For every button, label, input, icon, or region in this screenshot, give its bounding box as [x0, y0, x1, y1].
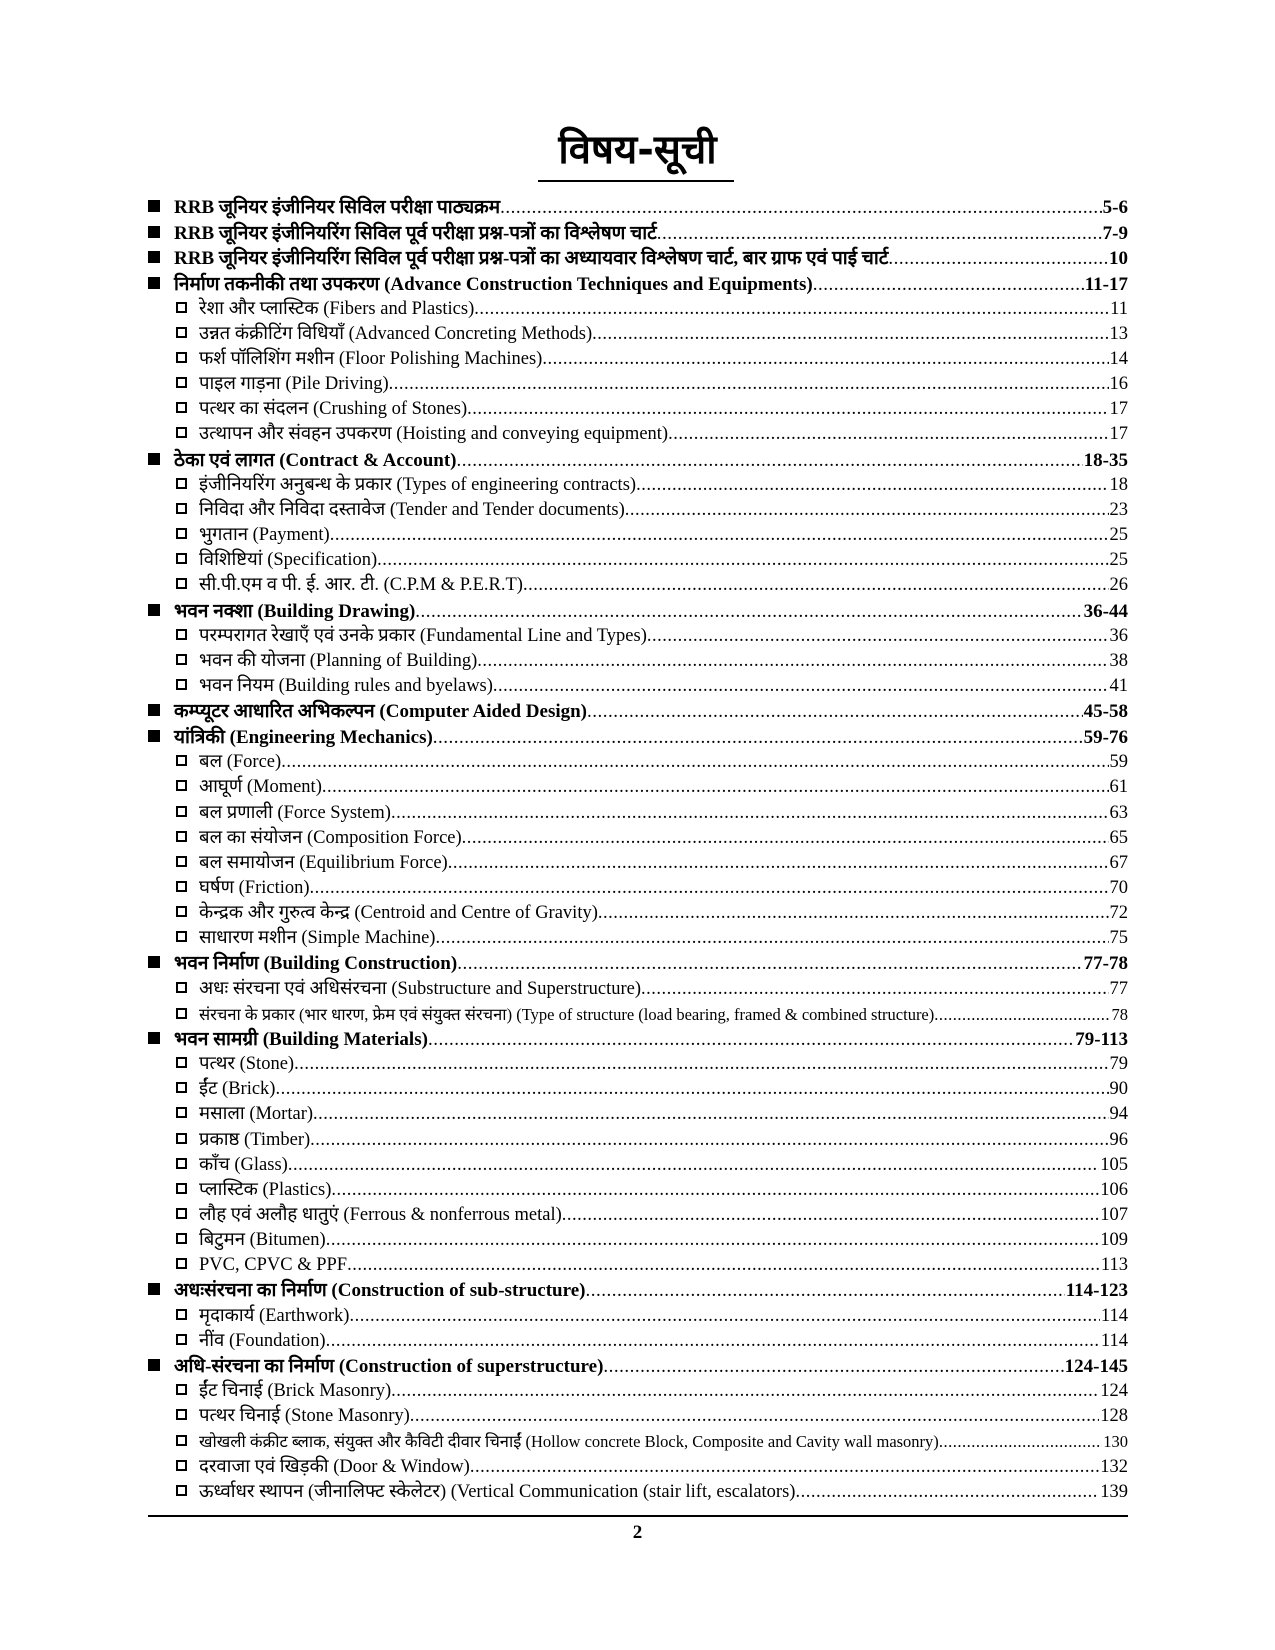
toc-entry-title: पाइल गाड़ना (Pile Driving): [199, 374, 389, 395]
filled-square-bullet-icon: [148, 277, 160, 289]
toc-entry-title: नींव (Foundation): [199, 1330, 326, 1351]
dot-leader: [448, 851, 1109, 876]
hollow-square-bullet-icon: [176, 478, 187, 489]
toc-subsection: [148, 1455, 1128, 1480]
toc-subsection: [148, 624, 1128, 649]
toc-entry-title: मसाला (Mortar): [199, 1104, 314, 1125]
toc-entry-page: 18-35: [1083, 449, 1128, 471]
dot-leader: [647, 624, 1109, 649]
filled-square-bullet-icon: [148, 200, 160, 212]
dot-leader: [310, 1128, 1108, 1153]
dot-leader: [428, 1027, 1074, 1053]
toc-entry-page: 139: [1100, 1481, 1128, 1502]
toc-entry-page: 78: [1111, 1004, 1128, 1024]
toc-subsection: [148, 851, 1128, 876]
toc-entry-page: 18: [1109, 475, 1128, 496]
hollow-square-bullet-icon: [176, 578, 187, 589]
dot-leader: [331, 1178, 1099, 1203]
dot-leader: [330, 523, 1109, 548]
toc-section: [148, 246, 1128, 272]
filled-square-bullet-icon: [148, 604, 160, 616]
toc-entry-page: 36-44: [1083, 600, 1128, 622]
hollow-square-bullet-icon: [176, 1233, 187, 1244]
toc-subsection: [148, 826, 1128, 851]
dot-leader: [641, 977, 1108, 1002]
toc-entry-page: 5-6: [1102, 197, 1128, 218]
toc-entry-title: कम्प्यूटर आधारित अभिकल्पन (Computer Aided Design): [174, 701, 588, 723]
dot-leader: [585, 1278, 1064, 1304]
toc-entry-page: 38: [1109, 651, 1128, 672]
toc-subsection: [148, 901, 1128, 926]
filled-square-bullet-icon: [148, 1359, 160, 1371]
toc-entry-page: 106: [1100, 1179, 1128, 1200]
hollow-square-bullet-icon: [176, 1057, 187, 1068]
hollow-square-bullet-icon: [176, 679, 187, 690]
hollow-square-bullet-icon: [176, 1435, 187, 1446]
toc-entry-title: सी.पी.एम व पी. ई. आर. टी. (C.P.M & P.E.R.T): [199, 575, 523, 596]
toc-entry-page: 72: [1109, 902, 1128, 923]
toc-entry-page: 132: [1100, 1456, 1128, 1477]
toc-subsection: [148, 548, 1128, 573]
dot-leader: [462, 826, 1109, 851]
toc-entry-page: 25: [1109, 550, 1128, 571]
toc-entry-title: अधःसंरचना का निर्माण (Construction of sub-structure): [174, 1280, 586, 1302]
toc-subsection: [148, 876, 1128, 901]
toc-subsection: [148, 397, 1128, 422]
hollow-square-bullet-icon: [176, 553, 187, 564]
toc-entry-page: 41: [1109, 676, 1128, 697]
toc-entry-page: 36: [1109, 626, 1128, 647]
toc-entry-title: भुगतान (Payment): [199, 525, 330, 546]
toc-entry-title: भवन नियम (Building rules and byelaws): [199, 676, 493, 697]
toc-entry-page: 114: [1100, 1305, 1128, 1326]
toc-subsection: [148, 347, 1128, 372]
toc-entry-page: 26: [1109, 575, 1128, 596]
toc-entry-title: ईंट चिनाई (Brick Masonry): [199, 1381, 392, 1402]
toc-section: [148, 1354, 1128, 1380]
dot-leader: [562, 1203, 1099, 1228]
toc-entry-title: बल प्रणाली (Force System): [199, 802, 391, 823]
hollow-square-bullet-icon: [176, 982, 187, 993]
toc-entry-page: 7-9: [1102, 222, 1128, 244]
dot-leader: [470, 1455, 1099, 1480]
toc-entry-title: ठेका एवं लागत (Contract & Account): [174, 449, 457, 471]
toc-entry-title: उन्नत कंक्रीटिंग विधियाँ (Advanced Concreting Methods): [199, 324, 593, 345]
dot-leader: [934, 1002, 1110, 1027]
hollow-square-bullet-icon: [176, 1082, 187, 1093]
toc-section: [148, 951, 1128, 977]
toc-section: [148, 448, 1128, 474]
dot-leader: [415, 599, 1082, 625]
dot-leader: [467, 397, 1108, 422]
toc-entry-page: 113: [1100, 1255, 1128, 1275]
toc-entry-page: 90: [1109, 1079, 1128, 1100]
toc-entry-title: दरवाजा एवं खिड़की (Door & Window): [199, 1456, 470, 1477]
hollow-square-bullet-icon: [176, 377, 187, 388]
hollow-square-bullet-icon: [176, 1107, 187, 1118]
toc-entry-page: 63: [1109, 802, 1128, 823]
dot-leader: [523, 573, 1109, 598]
toc-entry-page: 77: [1109, 978, 1128, 999]
dot-leader: [391, 801, 1109, 826]
toc-subsection: [148, 1077, 1128, 1102]
dot-leader: [888, 246, 1108, 272]
dot-leader: [603, 1354, 1063, 1380]
toc-entry-page: 13: [1109, 324, 1128, 345]
toc-entry-page: 96: [1109, 1129, 1128, 1150]
toc-entry-title: ऊर्ध्वाधर स्थापन (जीनालिफ्ट स्केलेटर) (Vertical Communication (stair lift, escalators): [199, 1481, 796, 1502]
dot-leader: [592, 322, 1108, 347]
toc-subsection: [148, 1002, 1128, 1027]
dot-leader: [477, 649, 1108, 674]
toc-entry-page: 130: [1103, 1432, 1128, 1452]
toc-entry-page: 79-113: [1075, 1028, 1128, 1050]
dot-leader: [313, 1102, 1108, 1127]
toc-entry-page: 128: [1100, 1406, 1128, 1427]
toc-entry-page: 109: [1100, 1229, 1128, 1250]
toc-subsection: [148, 1379, 1128, 1404]
toc-subsection: [148, 523, 1128, 548]
page-title: विषय-सूची: [558, 127, 717, 173]
dot-leader: [281, 750, 1108, 775]
hollow-square-bullet-icon: [176, 1460, 187, 1471]
toc-entry-title: साधारण मशीन (Simple Machine): [199, 927, 436, 948]
toc-entry-title: उत्थापन और संवहन उपकरण (Hoisting and conveying equipment): [199, 424, 669, 445]
toc-entry-title: विशिष्टियां (Specification): [199, 550, 378, 571]
toc-entry-title: लौह एवं अलौह धातुएं (Ferrous & nonferrous metal): [199, 1204, 562, 1225]
dot-leader: [391, 1379, 1099, 1404]
dot-leader: [636, 473, 1108, 498]
toc-subsection: [148, 498, 1128, 523]
toc-subsection: [148, 1329, 1128, 1354]
filled-square-bullet-icon: [148, 453, 160, 465]
toc-entry-page: 65: [1109, 827, 1128, 848]
toc-entry-title: PVC, CPVC & PPF: [199, 1255, 348, 1275]
dot-leader: [587, 699, 1083, 725]
toc-entry-page: 107: [1100, 1204, 1128, 1225]
hollow-square-bullet-icon: [176, 806, 187, 817]
hollow-square-bullet-icon: [176, 1485, 187, 1496]
toc-entry-title: घर्षण (Friction): [199, 877, 310, 898]
toc-entry-page: 114-123: [1065, 1280, 1128, 1302]
toc-entry-title: निर्माण तकनीकी तथा उपकरण (Advance Construction Techniques and Equipments): [174, 273, 813, 295]
toc-subsection: [148, 322, 1128, 347]
hollow-square-bullet-icon: [176, 931, 187, 942]
toc-entry-title: काँच (Glass): [199, 1154, 288, 1175]
hollow-square-bullet-icon: [176, 831, 187, 842]
toc-subsection: [148, 1404, 1128, 1429]
toc-entry-title: अधः संरचना एवं अधिसंरचना (Substructure and Superstructure): [199, 978, 642, 999]
hollow-square-bullet-icon: [176, 1258, 187, 1269]
dot-leader: [625, 498, 1109, 523]
toc-entry-page: 105: [1100, 1154, 1128, 1175]
toc-subsection: [148, 372, 1128, 397]
toc-subsection: [148, 1128, 1128, 1153]
dot-leader: [275, 1077, 1108, 1102]
toc-entry-page: 16: [1109, 374, 1128, 395]
dot-leader: [668, 422, 1108, 447]
table-of-contents: [148, 195, 1128, 1505]
toc-entry-page: 70: [1109, 877, 1128, 898]
toc-subsection: [148, 1052, 1128, 1077]
toc-entry-page: 11-17: [1084, 273, 1128, 295]
hollow-square-bullet-icon: [176, 427, 187, 438]
toc-entry-page: 61: [1109, 777, 1128, 798]
toc-entry-page: 23: [1109, 500, 1128, 521]
toc-entry-page: 94: [1109, 1104, 1128, 1125]
hollow-square-bullet-icon: [176, 780, 187, 791]
filled-square-bullet-icon: [148, 956, 160, 968]
title-underline: [538, 180, 734, 182]
toc-subsection: [148, 1429, 1128, 1454]
toc-entry-title: निविदा और निविदा दस्तावेज (Tender and Tender documents): [199, 500, 625, 521]
toc-entry-title: खोखली कंक्रीट ब्लाक, संयुक्त और कैविटी दीवार चिनाईं (Hollow concrete Block, Composite and Cavity wall masonry): [199, 1432, 939, 1452]
toc-entry-page: 77-78: [1083, 953, 1128, 975]
hollow-square-bullet-icon: [176, 629, 187, 640]
filled-square-bullet-icon: [148, 730, 160, 742]
toc-section: [148, 699, 1128, 725]
toc-entry-title: बल का संयोजन (Composition Force): [199, 827, 462, 848]
toc-section: [148, 195, 1128, 221]
toc-subsection: [148, 1228, 1128, 1253]
toc-entry-title: फर्श पॉलिशिंग मशीन (Floor Polishing Machines): [199, 349, 543, 370]
hollow-square-bullet-icon: [176, 755, 187, 766]
toc-subsection: [148, 750, 1128, 775]
dot-leader: [939, 1429, 1102, 1454]
dot-leader: [657, 221, 1102, 247]
dot-leader: [322, 775, 1109, 800]
toc-entry-title: पत्थर चिनाई (Stone Masonry): [199, 1406, 410, 1427]
dot-leader: [349, 1304, 1099, 1329]
hollow-square-bullet-icon: [176, 1384, 187, 1395]
toc-entry-page: 124-145: [1064, 1355, 1128, 1377]
dot-leader: [813, 272, 1084, 298]
dot-leader: [474, 297, 1109, 322]
dot-leader: [542, 347, 1108, 372]
toc-section: [148, 1278, 1128, 1304]
hollow-square-bullet-icon: [176, 1008, 187, 1019]
toc-entry-title: RRB जूनियर इंजीनियर सिविल परीक्षा पाठ्यक्रम: [174, 197, 501, 218]
toc-subsection: [148, 775, 1128, 800]
toc-section: [148, 272, 1128, 298]
toc-entry-page: 17: [1109, 399, 1128, 420]
dot-leader: [310, 876, 1109, 901]
toc-entry-title: इंजीनियरिंग अनुबन्ध के प्रकार (Types of engineering contracts): [199, 475, 637, 496]
dot-leader: [435, 926, 1108, 951]
dot-leader: [347, 1253, 1100, 1278]
toc-entry-title: आघूर्ण (Moment): [199, 777, 322, 798]
toc-entry-title: ईंट (Brick): [199, 1079, 276, 1100]
dot-leader: [795, 1480, 1099, 1505]
dot-leader: [500, 195, 1102, 221]
filled-square-bullet-icon: [148, 1032, 160, 1044]
toc-subsection: [148, 573, 1128, 598]
hollow-square-bullet-icon: [176, 1334, 187, 1345]
toc-entry-title: प्रकाष्ठ (Timber): [199, 1129, 311, 1150]
dot-leader: [493, 674, 1109, 699]
hollow-square-bullet-icon: [176, 528, 187, 539]
filled-square-bullet-icon: [148, 1283, 160, 1295]
toc-entry-page: 59-76: [1083, 726, 1128, 748]
toc-entry-page: 79: [1109, 1054, 1128, 1075]
toc-entry-page: 17: [1109, 424, 1128, 445]
toc-section: [148, 221, 1128, 247]
toc-entry-title: संरचना के प्रकार (भार धारण, फ्रेम एवं संयुक्त संरचना) (Type of structure (load bearing, framed & combined structure): [199, 1004, 935, 1024]
toc-subsection: [148, 1304, 1128, 1329]
dot-leader: [326, 1228, 1100, 1253]
toc-subsection: [148, 1178, 1128, 1203]
toc-entry-title: बल (Force): [199, 752, 282, 773]
hollow-square-bullet-icon: [176, 856, 187, 867]
toc-subsection: [148, 1253, 1128, 1278]
dot-leader: [433, 725, 1083, 751]
dot-leader: [288, 1153, 1099, 1178]
dot-leader: [377, 548, 1108, 573]
dot-leader: [598, 901, 1109, 926]
hollow-square-bullet-icon: [176, 503, 187, 514]
toc-entry-title: पत्थर (Stone): [199, 1054, 295, 1075]
hollow-square-bullet-icon: [176, 1158, 187, 1169]
hollow-square-bullet-icon: [176, 1309, 187, 1320]
dot-leader: [294, 1052, 1108, 1077]
toc-entry-title: RRB जूनियर इंजीनियरिंग सिविल पूर्व परीक्षा प्रश्न-पत्रों का अध्यायवार विश्लेषण चार्ट, बार ग्राफ एवं पाई चार्ट: [174, 248, 889, 269]
toc-subsection: [148, 1102, 1128, 1127]
toc-entry-title: केन्द्रक और गुरुत्व केन्द्र (Centroid and Centre of Gravity): [199, 902, 598, 923]
dot-leader: [457, 951, 1082, 977]
toc-entry-title: भवन सामग्री (Building Materials): [174, 1028, 428, 1050]
toc-section: [148, 599, 1128, 625]
toc-entry-page: 25: [1109, 525, 1128, 546]
hollow-square-bullet-icon: [176, 906, 187, 917]
hollow-square-bullet-icon: [176, 881, 187, 892]
toc-entry-title: परम्परागत रेखाएँ एवं उनके प्रकार (Fundamental Line and Types): [199, 626, 647, 647]
hollow-square-bullet-icon: [176, 352, 187, 363]
toc-entry-page: 124: [1100, 1381, 1128, 1402]
toc-subsection: [148, 1153, 1128, 1178]
toc-subsection: [148, 422, 1128, 447]
page-number: 2: [632, 1522, 643, 1543]
toc-section: [148, 725, 1128, 751]
toc-entry-title: बल समायोजन (Equilibrium Force): [199, 852, 448, 873]
footer-rule: [148, 1515, 1128, 1517]
filled-square-bullet-icon: [148, 704, 160, 716]
toc-entry-page: 45-58: [1083, 701, 1128, 723]
dot-leader: [410, 1404, 1099, 1429]
toc-subsection: [148, 674, 1128, 699]
toc-subsection: [148, 649, 1128, 674]
toc-entry-page: 67: [1109, 852, 1128, 873]
toc-entry-page: 75: [1109, 927, 1128, 948]
hollow-square-bullet-icon: [176, 1409, 187, 1420]
hollow-square-bullet-icon: [176, 1208, 187, 1219]
hollow-square-bullet-icon: [176, 302, 187, 313]
hollow-square-bullet-icon: [176, 654, 187, 665]
toc-entry-title: मृदाकार्य (Earthwork): [199, 1305, 350, 1326]
hollow-square-bullet-icon: [176, 402, 187, 413]
toc-subsection: [148, 297, 1128, 322]
toc-entry-page: 14: [1109, 349, 1128, 370]
dot-leader: [389, 372, 1109, 397]
toc-entry-title: रेशा और प्लास्टिक (Fibers and Plastics): [199, 299, 475, 319]
toc-section: [148, 1027, 1128, 1053]
toc-entry-title: भवन नक्शा (Building Drawing): [174, 600, 416, 622]
toc-entry-page: 10: [1109, 248, 1128, 269]
toc-entry-title: RRB जूनियर इंजीनियरिंग सिविल पूर्व परीक्षा प्रश्न-पत्रों का विश्लेषण चार्ट: [174, 222, 657, 244]
toc-entry-page: 114: [1100, 1330, 1128, 1351]
toc-subsection: [148, 801, 1128, 826]
toc-entry-title: प्लास्टिक (Plastics): [199, 1179, 332, 1200]
toc-entry-title: अधि-संरचना का निर्माण (Construction of superstructure): [174, 1355, 604, 1377]
toc-subsection: [148, 1480, 1128, 1505]
toc-subsection: [148, 1203, 1128, 1228]
toc-subsection: [148, 977, 1128, 1002]
toc-entry-title: बिटुमन (Bitumen): [199, 1229, 326, 1250]
toc-entry-page: 59: [1109, 752, 1128, 773]
toc-entry-page: 11: [1110, 299, 1128, 319]
toc-entry-title: भवन निर्माण (Building Construction): [174, 953, 458, 975]
dot-leader: [326, 1329, 1100, 1354]
toc-entry-title: यांत्रिकी (Engineering Mechanics): [174, 726, 433, 748]
filled-square-bullet-icon: [148, 251, 160, 263]
toc-entry-title: पत्थर का संदलन (Crushing of Stones): [199, 399, 468, 420]
hollow-square-bullet-icon: [176, 327, 187, 338]
hollow-square-bullet-icon: [176, 1183, 187, 1194]
toc-subsection: [148, 926, 1128, 951]
toc-entry-title: भवन की योजना (Planning of Building): [199, 651, 478, 672]
toc-subsection: [148, 473, 1128, 498]
dot-leader: [457, 448, 1083, 474]
filled-square-bullet-icon: [148, 226, 160, 238]
hollow-square-bullet-icon: [176, 1133, 187, 1144]
